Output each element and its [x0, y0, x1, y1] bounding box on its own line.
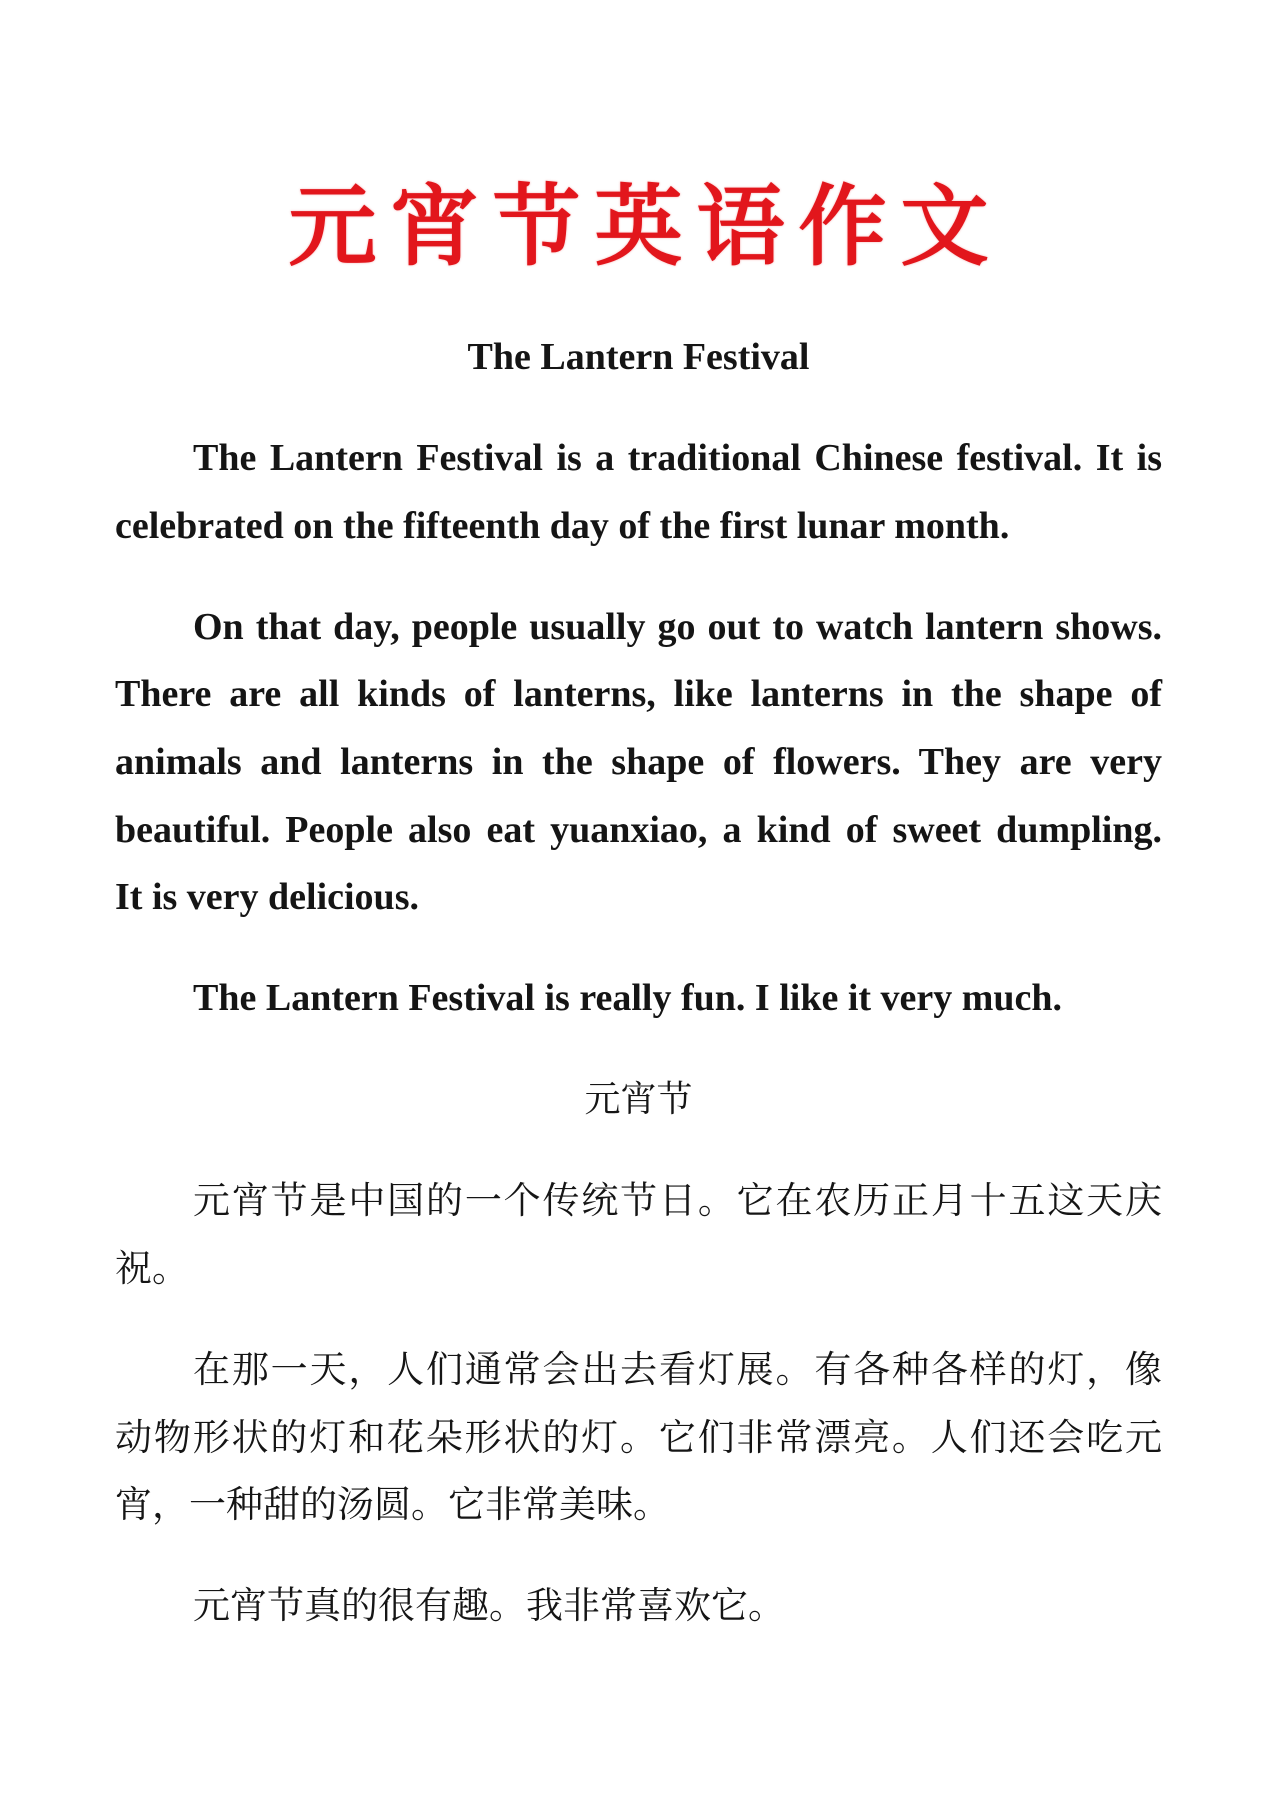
english-paragraph-2-line-2: There are all kinds of lanterns, like lanterns in the shape of [115, 673, 1162, 716]
english-paragraph-2-line-5: It is very delicious. [115, 876, 419, 919]
chinese-section [115, 1066, 1162, 1640]
english-paragraph-3-line-1: The Lantern Festival is really fun. I like it very much. [193, 977, 1063, 1020]
english-paragraph-2-line-4: beautiful. People also eat yuanxiao, a kind of sweet dumpling. [115, 808, 1162, 851]
chinese-paragraph-2-line-3: 宵，一种甜的汤圆。它非常美味。 [115, 1483, 670, 1527]
chinese-heading: 元宵节 [584, 1079, 693, 1121]
english-paragraph-2 [115, 594, 1162, 932]
english-section [115, 324, 1162, 1033]
chinese-paragraph-1-line-1: 元宵节是中国的一个传统节日。它在农历正月十五这天庆 [193, 1179, 1162, 1223]
chinese-paragraph-3-line-1: 元宵节真的很有趣。我非常喜欢它。 [193, 1584, 785, 1628]
chinese-paragraph-1-line-2: 祝。 [115, 1247, 189, 1291]
english-paragraph-1-line-2: celebrated on the fifteenth day of the first lunar month. [115, 504, 1010, 547]
english-paragraph-1-line-1: The Lantern Festival is a traditional Chinese festival. It is [193, 437, 1162, 480]
english-paragraph-2-line-1: On that day, people usually go out to watch lantern shows. [193, 605, 1162, 648]
chinese-paragraph-2-line-2: 动物形状的灯和花朵形状的灯。它们非常漂亮。人们还会吃元 [115, 1415, 1162, 1459]
english-paragraph-3 [115, 965, 1162, 1033]
chinese-paragraph-2 [115, 1336, 1162, 1539]
chinese-paragraph-3 [115, 1572, 1162, 1640]
english-paragraph-1 [115, 425, 1162, 560]
english-paragraph-2-line-3: animals and lanterns in the shape of flowers. They are very [115, 740, 1162, 783]
document-title: 元宵节英语作文 [288, 174, 1003, 278]
chinese-paragraph-2-line-1: 在那一天，人们通常会出去看灯展。有各种各样的灯，像 [193, 1348, 1162, 1392]
chinese-paragraph-1 [115, 1167, 1162, 1302]
english-heading: The Lantern Festival [467, 336, 810, 378]
